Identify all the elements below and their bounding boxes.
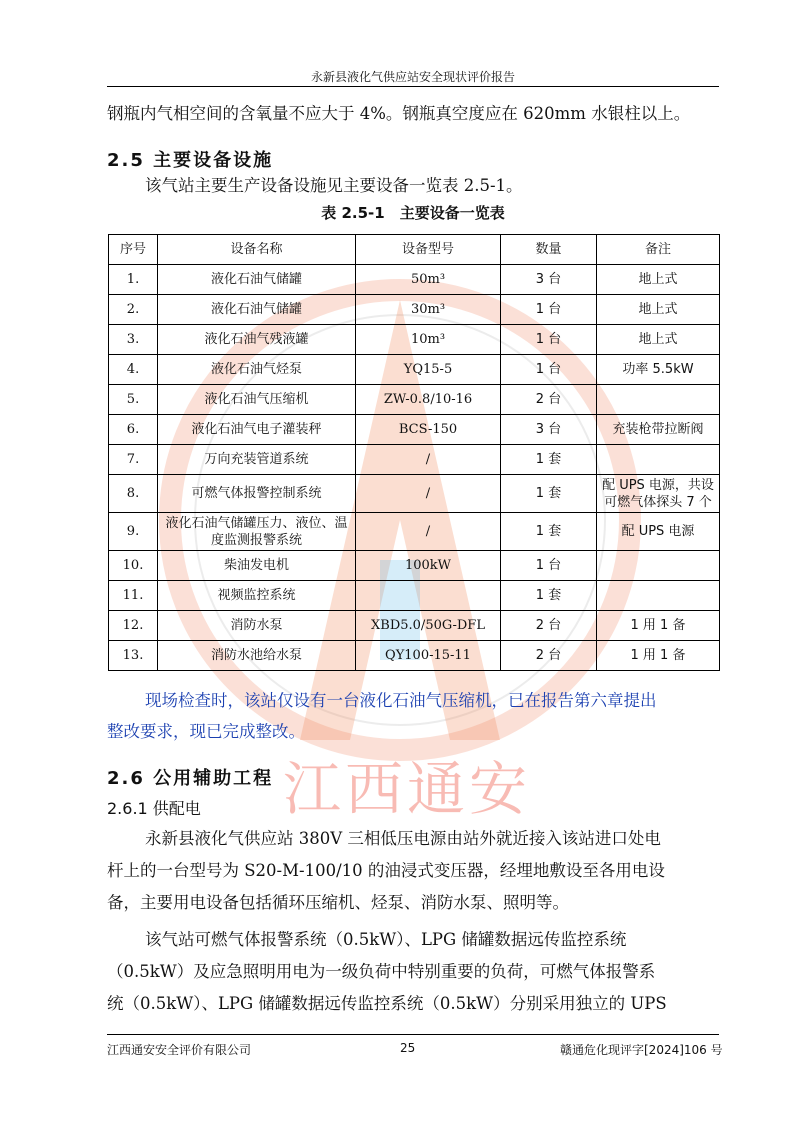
cell-remark: 地上式 xyxy=(597,295,720,325)
table-row xyxy=(109,641,720,671)
cell-model: QY100-15-11 xyxy=(356,641,501,671)
table-header-row xyxy=(109,235,720,265)
cell-no: 3. xyxy=(109,325,158,355)
footer-page-number: 25 xyxy=(400,1041,416,1055)
cell-name: 消防水泵 xyxy=(158,611,356,641)
cell-name: 液化石油气压缩机 xyxy=(158,385,356,415)
cell-no: 2. xyxy=(109,295,158,325)
cell-qty: 1 套 xyxy=(501,513,597,551)
cell-no: 5. xyxy=(109,385,158,415)
cell-model xyxy=(356,581,501,611)
cell-model: 50m³ xyxy=(356,265,501,295)
cell-model: 100kW xyxy=(356,551,501,581)
cell-remark: 地上式 xyxy=(597,265,720,295)
power-paragraph-line3: 备，主要用电设备包括循环压缩机、烃泵、消防水泵、照明等。 xyxy=(107,893,569,912)
table-row xyxy=(109,551,720,581)
table-row xyxy=(109,475,720,513)
cell-remark: 配 UPS 电源 xyxy=(597,513,720,551)
cell-qty: 3 台 xyxy=(501,265,597,295)
header-divider xyxy=(107,86,719,87)
cell-model: BCS-150 xyxy=(356,415,501,445)
subsection-heading-2-6-1: 2.6.1 供配电 xyxy=(107,799,201,818)
footer-divider xyxy=(107,1034,719,1035)
cell-name: 液化石油气残液罐 xyxy=(158,325,356,355)
table-row xyxy=(109,325,720,355)
cell-model: 10m³ xyxy=(356,325,501,355)
column-header: 数量 xyxy=(501,235,597,265)
table-row xyxy=(109,513,720,551)
cell-qty: 1 套 xyxy=(501,581,597,611)
cell-qty: 1 台 xyxy=(501,325,597,355)
cell-name: 液化石油气烃泵 xyxy=(158,355,356,385)
cell-model: YQ15-5 xyxy=(356,355,501,385)
cell-remark: 配 UPS 电源，共设可燃气体探头 7 个 xyxy=(597,475,720,513)
cell-remark: 功率 5.5kW xyxy=(597,355,720,385)
table-row xyxy=(109,385,720,415)
cell-model: 30m³ xyxy=(356,295,501,325)
page-header: 永新县液化气供应站安全现状评价报告 xyxy=(310,70,515,84)
table-row xyxy=(109,611,720,641)
load-paragraph-line1: 该气站可燃气体报警系统（0.5kW）、LPG 储罐数据远传监控系统 xyxy=(145,930,627,949)
cell-no: 9. xyxy=(109,513,158,551)
cell-no: 11. xyxy=(109,581,158,611)
power-paragraph-line1: 永新县液化气供应站 380V 三相低压电源由站外就近接入该站进口处电 xyxy=(145,829,661,848)
column-header: 序号 xyxy=(109,235,158,265)
footer-document-number: 赣通危化现评字[2024]106 号 xyxy=(560,1043,723,1057)
cell-name: 万向充装管道系统 xyxy=(158,445,356,475)
load-paragraph-line2: （0.5kW）及应急照明用电为一级负荷中特别重要的负荷，可燃气体报警系 xyxy=(107,962,656,981)
cell-qty: 3 台 xyxy=(501,415,597,445)
cell-name: 液化石油气储罐压力、液位、温度监测报警系统 xyxy=(158,513,356,551)
cell-remark xyxy=(597,551,720,581)
cell-no: 8. xyxy=(109,475,158,513)
cell-no: 4. xyxy=(109,355,158,385)
section-2-5-paragraph: 该气站主要生产设备设施见主要设备一览表 2.5-1。 xyxy=(145,176,523,195)
column-header: 设备型号 xyxy=(356,235,501,265)
table-row xyxy=(109,445,720,475)
cell-remark: 1 用 1 备 xyxy=(597,611,720,641)
column-header: 备注 xyxy=(597,235,720,265)
rectification-note-line1: 现场检查时，该站仅设有一台液化石油气压缩机，已在报告第六章提出 xyxy=(145,691,657,710)
cell-no: 6. xyxy=(109,415,158,445)
table-row xyxy=(109,581,720,611)
cell-model: ZW-0.8/10-16 xyxy=(356,385,501,415)
section-heading-2-5: 2.5 主要设备设施 xyxy=(107,150,274,171)
cell-qty: 2 台 xyxy=(501,385,597,415)
load-paragraph-line3: 统（0.5kW）、LPG 储罐数据远传监控系统（0.5kW）分别采用独立的 UPS xyxy=(107,994,667,1013)
equipment-table xyxy=(108,234,720,671)
cell-no: 13. xyxy=(109,641,158,671)
cell-name: 可燃气体报警控制系统 xyxy=(158,475,356,513)
table-row xyxy=(109,295,720,325)
cell-remark xyxy=(597,445,720,475)
watermark-text: 江西通安 xyxy=(283,755,532,823)
cell-model: / xyxy=(356,475,501,513)
footer-company: 江西通安安全评价有限公司 xyxy=(107,1043,252,1057)
cell-model: / xyxy=(356,445,501,475)
cell-no: 12. xyxy=(109,611,158,641)
cell-no: 10. xyxy=(109,551,158,581)
rectification-note-line2: 整改要求，现已完成整改。 xyxy=(107,722,305,741)
cell-name: 液化石油气储罐 xyxy=(158,265,356,295)
cell-remark xyxy=(597,385,720,415)
cell-remark: 1 用 1 备 xyxy=(597,641,720,671)
cell-remark xyxy=(597,581,720,611)
cell-qty: 1 台 xyxy=(501,355,597,385)
cell-no: 7. xyxy=(109,445,158,475)
cell-remark: 地上式 xyxy=(597,325,720,355)
cell-no: 1. xyxy=(109,265,158,295)
section-heading-2-6: 2.6 公用辅助工程 xyxy=(107,768,274,789)
cell-name: 消防水池给水泵 xyxy=(158,641,356,671)
cell-qty: 1 套 xyxy=(501,475,597,513)
cell-qty: 1 套 xyxy=(501,445,597,475)
cell-name: 液化石油气电子灌装秤 xyxy=(158,415,356,445)
cell-name: 液化石油气储罐 xyxy=(158,295,356,325)
cell-name: 柴油发电机 xyxy=(158,551,356,581)
column-header: 设备名称 xyxy=(158,235,356,265)
cell-qty: 1 台 xyxy=(501,551,597,581)
cell-name: 视频监控系统 xyxy=(158,581,356,611)
table-row xyxy=(109,355,720,385)
cell-qty: 1 台 xyxy=(501,295,597,325)
cell-model: / xyxy=(356,513,501,551)
table-row xyxy=(109,265,720,295)
cell-model: XBD5.0/50G-DFL xyxy=(356,611,501,641)
intro-line: 钢瓶内气相空间的含氧量不应大于 4%。钢瓶真空度应在 620mm 水银柱以上。 xyxy=(107,104,691,123)
table-caption: 表 2.5-1 主要设备一览表 xyxy=(321,204,505,222)
table-row xyxy=(109,415,720,445)
cell-remark: 充装枪带拉断阀 xyxy=(597,415,720,445)
cell-qty: 2 台 xyxy=(501,641,597,671)
power-paragraph-line2: 杆上的一台型号为 S20-M-100/10 的油浸式变压器，经埋地敷设至各用电设 xyxy=(107,861,665,880)
cell-qty: 2 台 xyxy=(501,611,597,641)
